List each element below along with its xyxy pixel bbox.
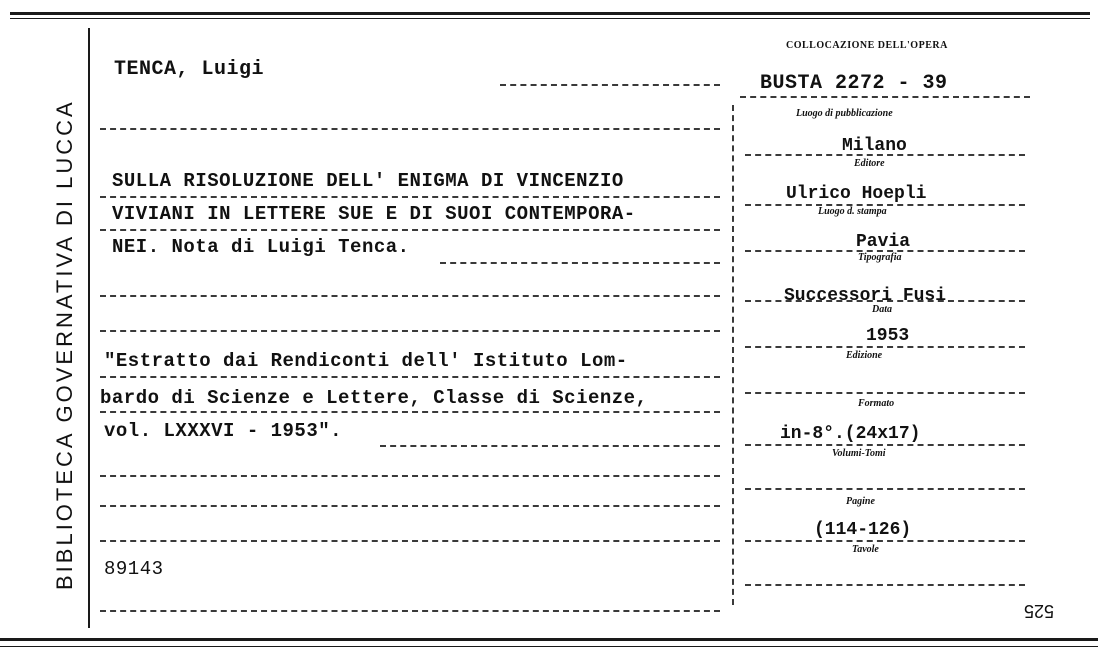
- note-line-rule-2: [100, 411, 720, 413]
- label-tavole: Tavole: [852, 544, 879, 555]
- collocation-header: COLLOCAZIONE DELL'OPERA: [786, 40, 948, 51]
- rule-tipografia: [745, 300, 1025, 302]
- value-luogo-stampa: Pavia: [856, 232, 911, 252]
- note-line-rule-3: [380, 445, 720, 447]
- value-luogo-pubblicazione: Milano: [842, 136, 907, 156]
- label-edizione: Edizione: [846, 350, 883, 361]
- title-line-3: NEI. Nota di Luigi Tenca.: [112, 236, 410, 258]
- title-line-2: VIVIANI IN LETTERE SUE E DI SUOI CONTEMPORA-: [112, 203, 636, 225]
- author-line: [500, 84, 720, 86]
- label-luogo-stampa: Luogo d. stampa: [818, 206, 887, 217]
- bottom-border-inner: [0, 646, 1098, 647]
- label-editore: Editore: [854, 158, 885, 169]
- author: TENCA, Luigi: [114, 58, 265, 81]
- note-line-1: "Estratto dai Rendiconti dell' Istituto Lom-: [104, 350, 628, 372]
- value-data: 1953: [866, 326, 910, 346]
- blank-line-5: [100, 505, 720, 507]
- title-line-1: SULLA RISOLUZIONE DELL' ENIGMA DI VINCENZIO: [112, 170, 624, 192]
- title-line-rule-1: [100, 196, 720, 198]
- note-line-2: bardo di Scienze e Lettere, Classe di Scienze,: [100, 387, 648, 409]
- blank-line: [100, 128, 720, 130]
- note-line-3: vol. LXXXVI - 1953".: [104, 420, 343, 442]
- note-line-rule-1: [100, 376, 720, 378]
- label-pagine: Pagine: [846, 496, 875, 507]
- inventory-line: [100, 610, 720, 612]
- value-formato: in-8°.(24x17): [780, 424, 921, 444]
- blank-line-3: [100, 330, 720, 332]
- value-pagine: (114-126): [814, 520, 912, 540]
- rule-luogo-pubblicazione: [745, 154, 1025, 156]
- blank-line-6: [100, 540, 720, 542]
- inventory-number: 89143: [104, 558, 164, 580]
- top-border-inner: [10, 18, 1090, 19]
- rule-data: [745, 346, 1025, 348]
- corner-stamp: 525: [1024, 601, 1055, 621]
- value-tipografia: Successori Fusi: [784, 286, 947, 306]
- title-line-rule-3: [440, 262, 720, 264]
- label-luogo-pubblicazione: Luogo di pubblicazione: [796, 108, 893, 119]
- rule-volumi-tomi: [745, 488, 1025, 490]
- label-volumi-tomi: Volumi-Tomi: [832, 448, 886, 459]
- blank-line-2: [100, 295, 720, 297]
- title-line-rule-2: [100, 229, 720, 231]
- library-name: BIBLIOTECA GOVERNATIVA DI LUCCA: [52, 99, 77, 590]
- blank-line-4: [100, 475, 720, 477]
- column-divider: [732, 105, 734, 605]
- shelfmark-line: [740, 96, 1030, 98]
- top-border: [10, 12, 1090, 15]
- left-margin-rule: [88, 28, 90, 628]
- bottom-border: [0, 638, 1098, 641]
- rule-pagine: [745, 540, 1025, 542]
- value-editore: Ulrico Hoepli: [786, 184, 927, 204]
- label-data: Data: [872, 304, 892, 315]
- shelfmark: BUSTA 2272 - 39: [760, 72, 948, 95]
- rule-edizione: [745, 392, 1025, 394]
- label-formato: Formato: [858, 398, 895, 409]
- label-tipografia: Tipografia: [858, 252, 902, 263]
- rule-tavole: [745, 584, 1025, 586]
- rule-formato: [745, 444, 1025, 446]
